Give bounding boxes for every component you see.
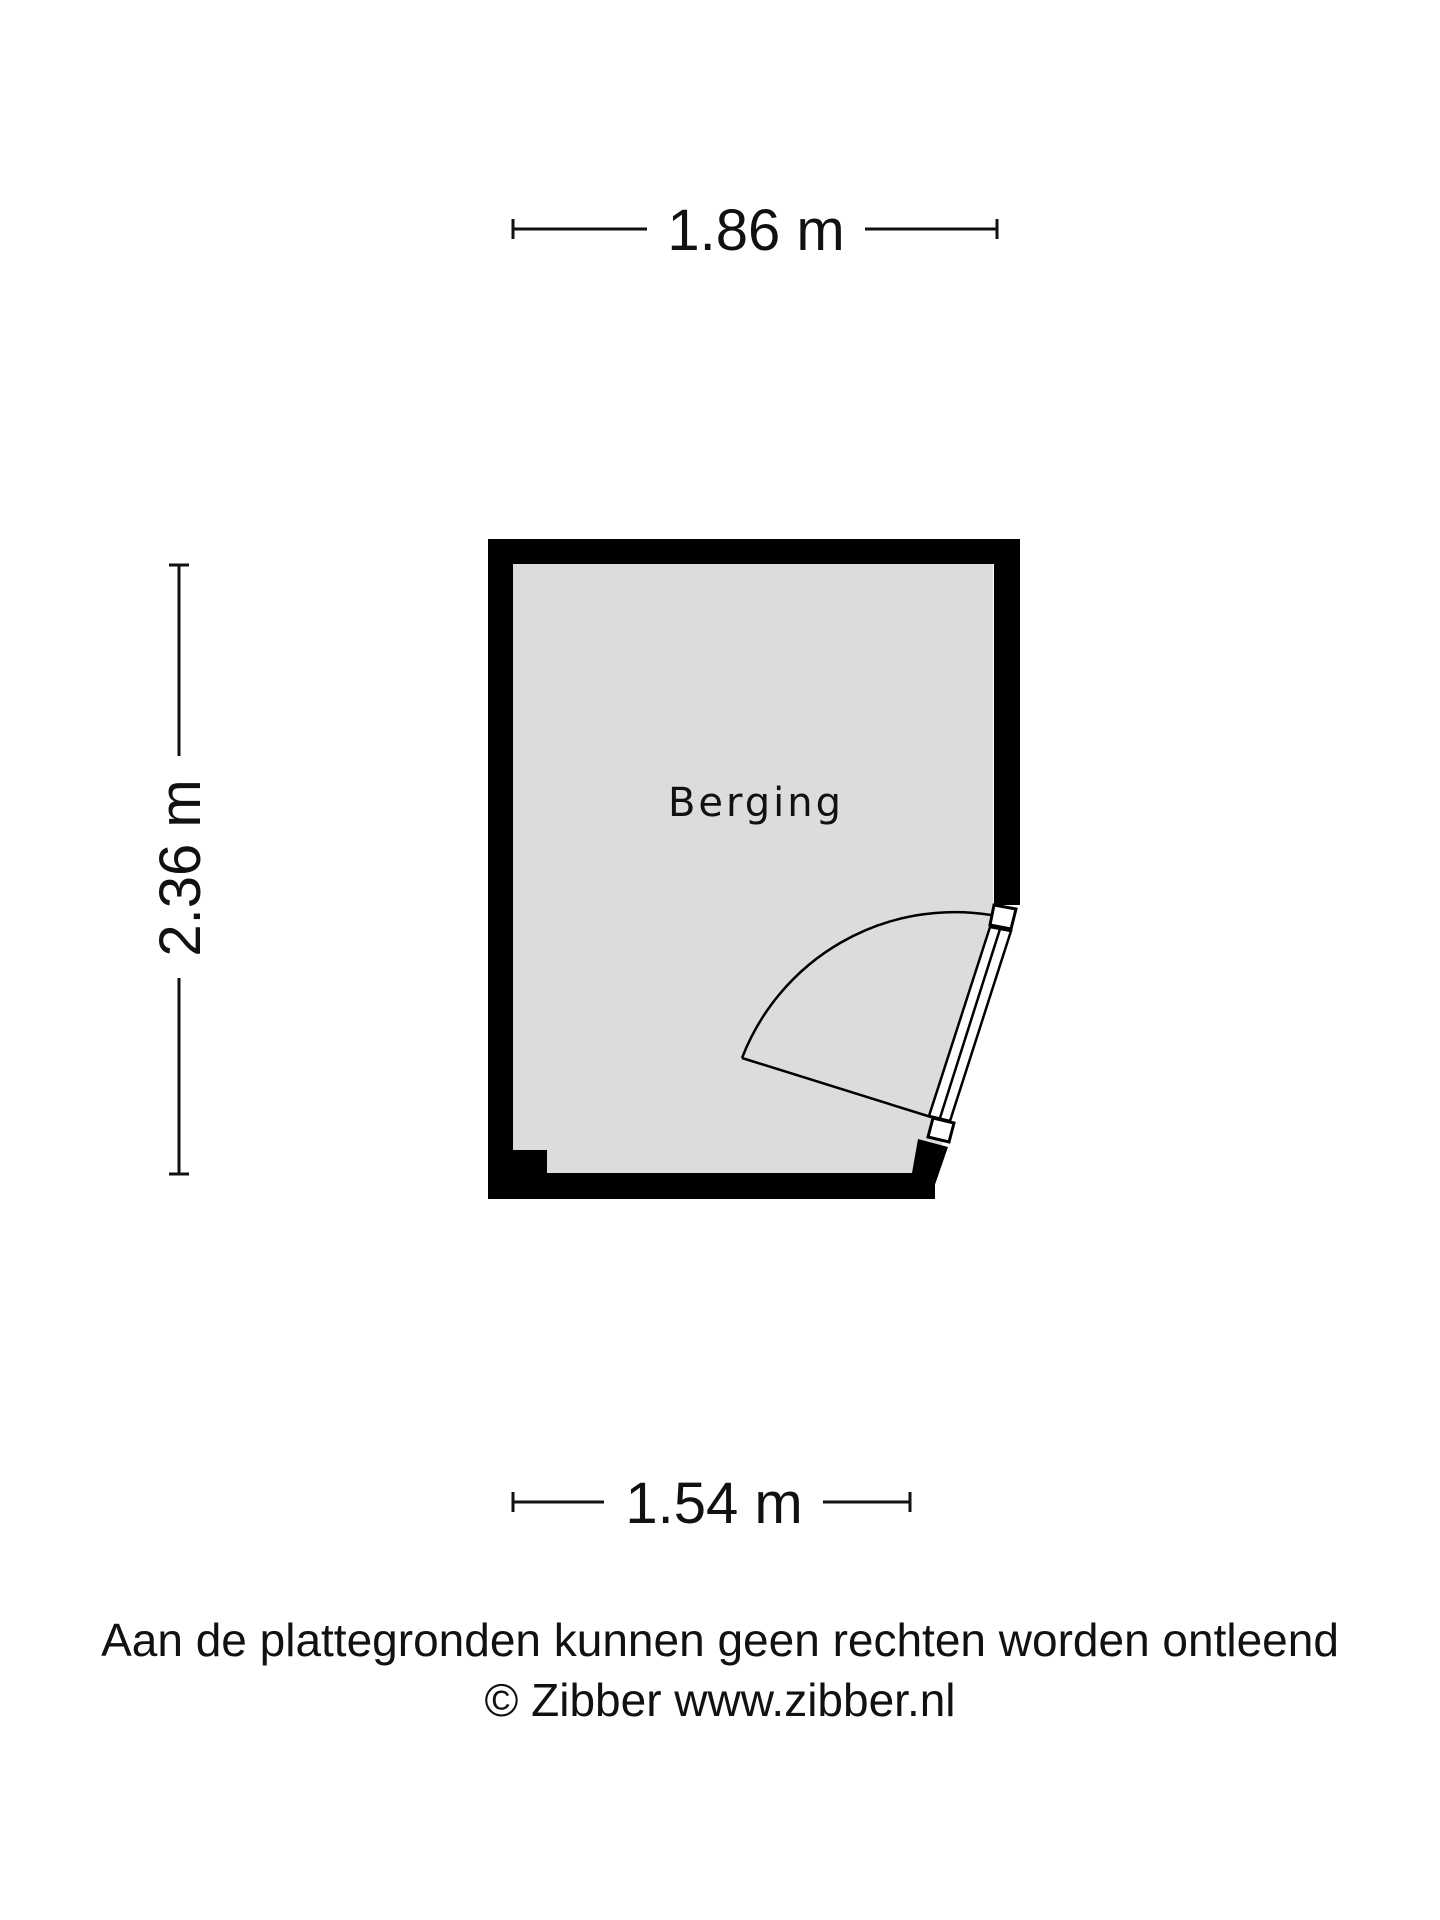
- room-label: Berging: [667, 780, 845, 826]
- disclaimer-text: Aan de plattegronden kunnen geen rechten worden ontleend: [101, 1614, 1339, 1666]
- dimension-left: [148, 565, 213, 1174]
- dimension-bottom-label: 1.54 m: [625, 1471, 803, 1536]
- dimension-top-label: 1.86 m: [667, 198, 845, 263]
- room-floor: [512, 563, 993, 1177]
- dimension-top: [513, 198, 997, 263]
- copyright-text: © Zibber www.zibber.nl: [484, 1674, 956, 1726]
- dimension-left-label: 2.36 m: [148, 779, 213, 957]
- dimension-bottom: [513, 1471, 910, 1536]
